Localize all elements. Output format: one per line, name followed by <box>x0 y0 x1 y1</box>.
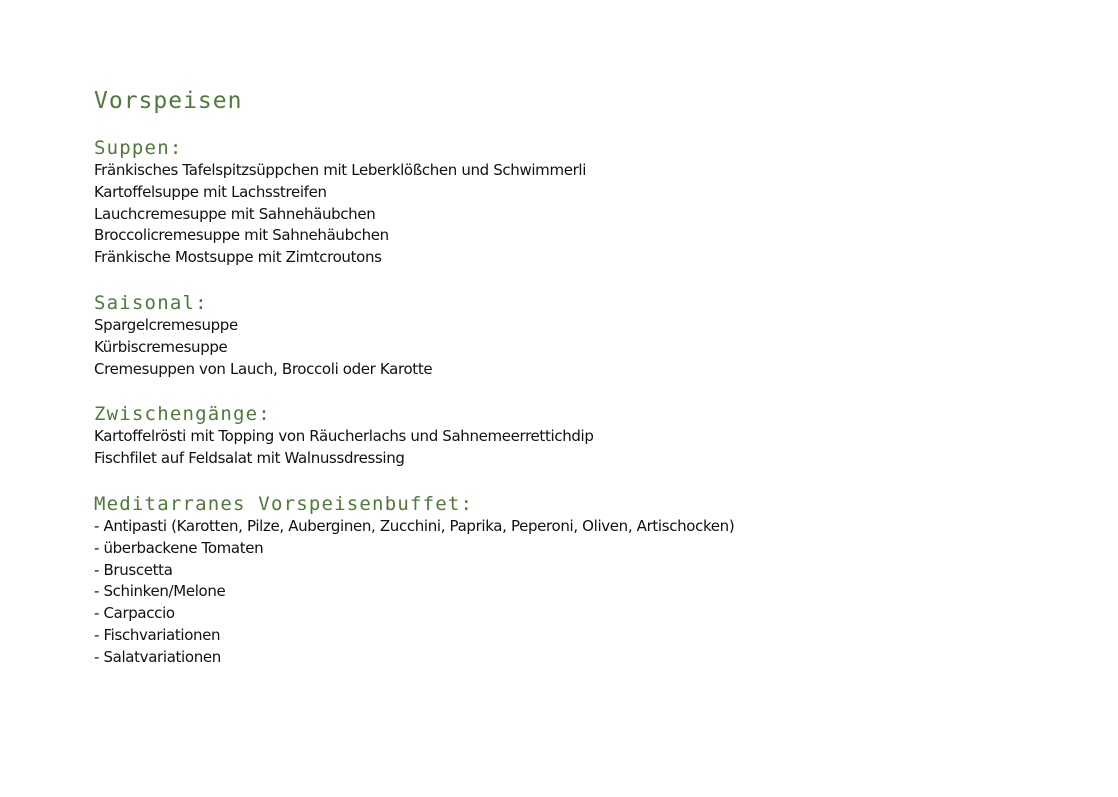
list-item: - Carpaccio <box>94 604 175 623</box>
page-title: Vorspeisen <box>94 88 243 114</box>
section-zwischengaenge <box>94 402 1094 470</box>
list-item: Broccolicremesuppe mit Sahnehäubchen <box>94 226 389 245</box>
list-item: - Schinken/Melone <box>94 582 226 601</box>
item-list <box>94 160 1094 269</box>
list-item: Fischfilet auf Feldsalat mit Walnussdressing <box>94 449 405 468</box>
section-heading: Zwischengänge: <box>94 403 271 426</box>
list-item: - Antipasti (Karotten, Pilze, Auberginen, Zucchini, Paprika, Peperoni, Oliven, Artischocken) <box>94 516 735 535</box>
list-item: - Bruscetta <box>94 560 173 579</box>
list-item: - überbackene Tomaten <box>94 538 264 557</box>
list-item: - Fischvariationen <box>94 625 221 644</box>
section-heading: Suppen: <box>94 137 183 159</box>
list-item: Cremesuppen von Lauch, Broccoli oder Karotte <box>94 359 433 378</box>
section-vorspeisenbuffet <box>94 492 1094 669</box>
list-item: Kartoffelsuppe mit Lachsstreifen <box>94 182 327 201</box>
list-item: Kartoffelrösti mit Topping von Räucherlachs und Sahnemeerrettichdip <box>94 427 594 446</box>
section-suppen <box>94 136 1094 269</box>
section-saisonal <box>94 291 1094 380</box>
section-heading: Meditarranes Vorspeisenbuffet: <box>94 492 474 515</box>
list-item: Fränkische Mostsuppe mit Zimtcroutons <box>94 248 382 267</box>
list-item: Kürbiscremesuppe <box>94 337 228 356</box>
item-list <box>94 516 1094 669</box>
item-list <box>94 315 1094 380</box>
list-item: - Salatvariationen <box>94 647 221 666</box>
list-item: Lauchcremesuppe mit Sahnehäubchen <box>94 204 376 223</box>
list-item: Spargelcremesuppe <box>94 315 238 334</box>
item-list <box>94 426 1094 470</box>
document-page <box>94 86 1094 691</box>
section-heading: Saisonal: <box>94 291 208 314</box>
list-item: Fränkisches Tafelspitzsüppchen mit Leberklößchen und Schwimmerli <box>94 161 587 179</box>
